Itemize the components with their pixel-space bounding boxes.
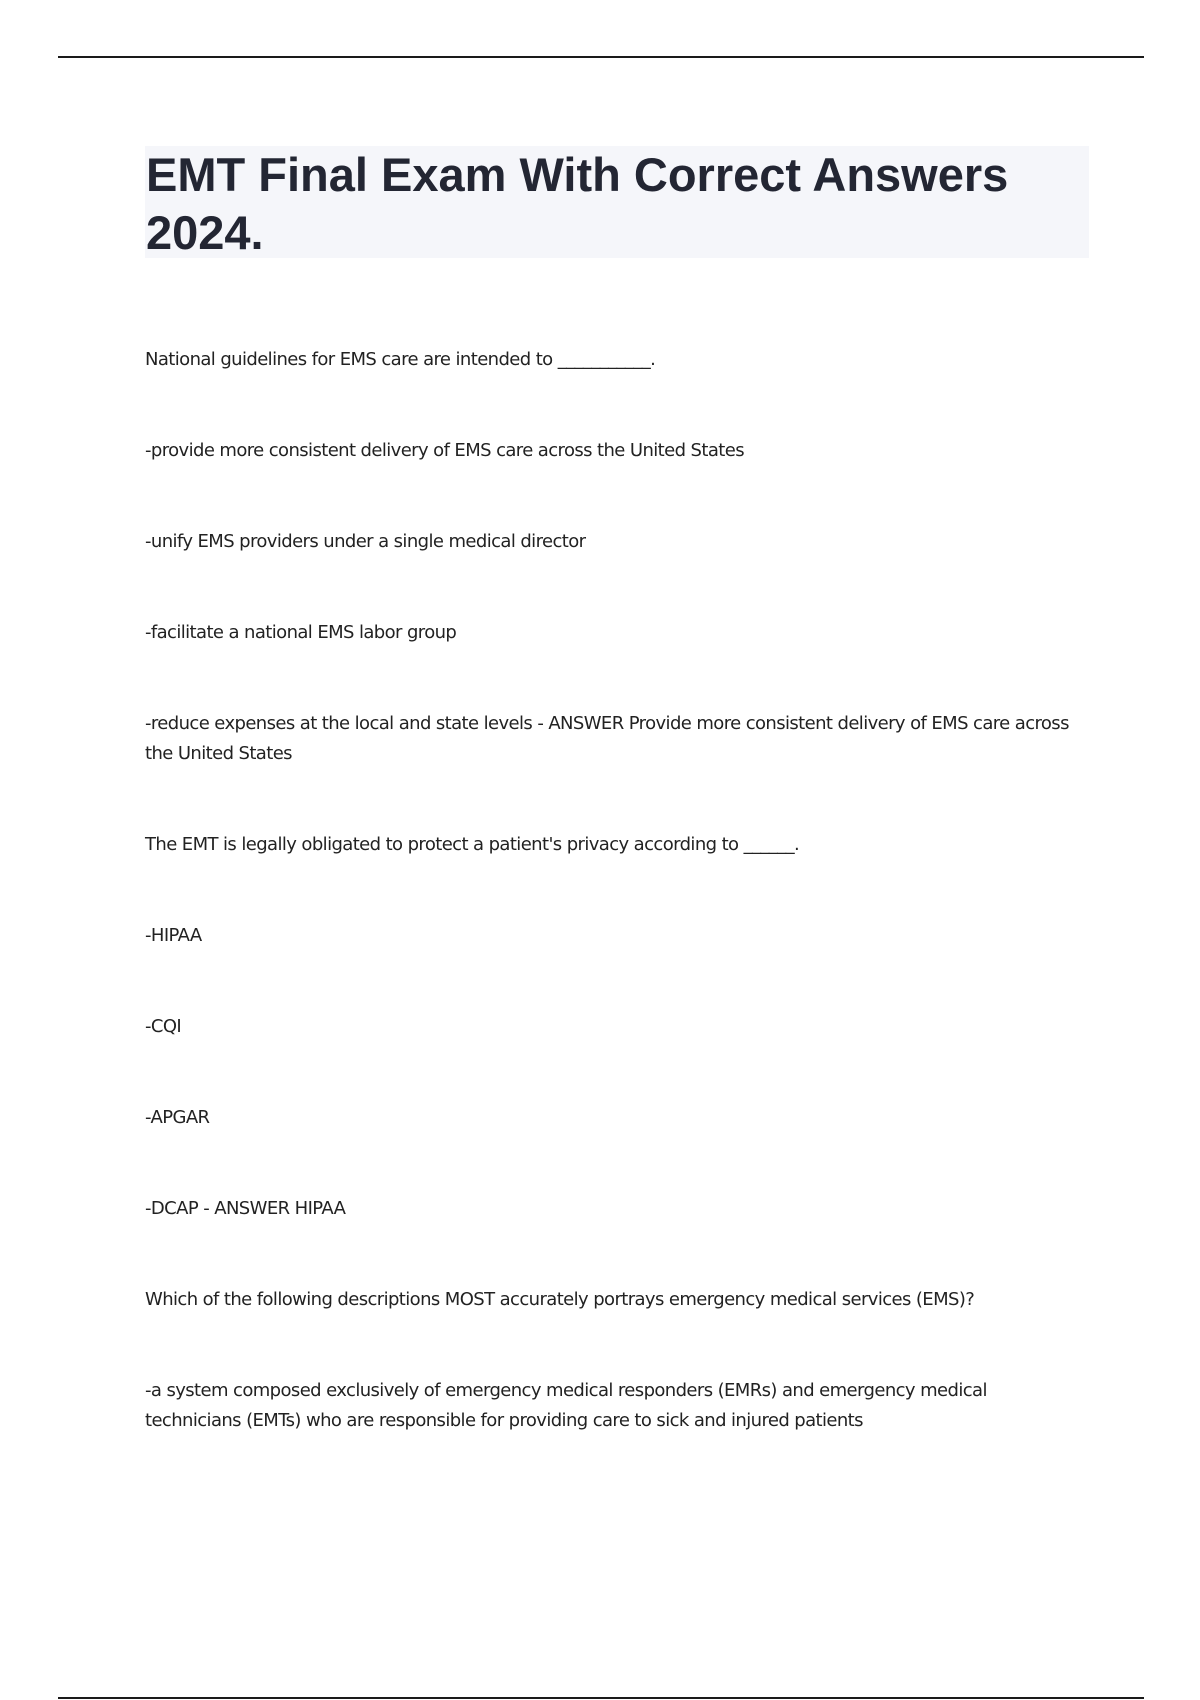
question-2-option-a: -HIPAA — [145, 925, 202, 946]
question-2-option-c: -APGAR — [145, 1107, 210, 1128]
question-2-option-b: -CQI — [145, 1016, 182, 1037]
question-1-option-b: -unify EMS providers under a single medical director — [145, 531, 586, 552]
title-block — [145, 146, 1089, 258]
document-title: EMT Final Exam With Correct Answers 2024. — [146, 148, 1009, 259]
question-1: National guidelines for EMS care are intended to ___________. — [145, 349, 656, 370]
question-2: The EMT is legally obligated to protect a patient's privacy according to ______. — [145, 834, 800, 855]
question-3: Which of the following descriptions MOST accurately portrays emergency medical services (EMS)? — [145, 1289, 975, 1310]
top-rule — [58, 56, 1144, 58]
bottom-rule — [58, 1697, 1144, 1699]
question-1-option-a: -provide more consistent delivery of EMS care across the United States — [145, 440, 744, 461]
question-3-option-a: -a system composed exclusively of emergency medical responders (EMRs) and emergency medical technicians (EMTs) who are responsible for providing care to sick and injured patients — [145, 1380, 987, 1431]
question-1-option-c: -facilitate a national EMS labor group — [145, 622, 457, 643]
question-2-option-d-answer: -DCAP - ANSWER HIPAA — [145, 1198, 346, 1219]
question-1-option-d-answer: -reduce expenses at the local and state levels - ANSWER Provide more consistent delivery of EMS care across the United States — [145, 713, 1069, 764]
